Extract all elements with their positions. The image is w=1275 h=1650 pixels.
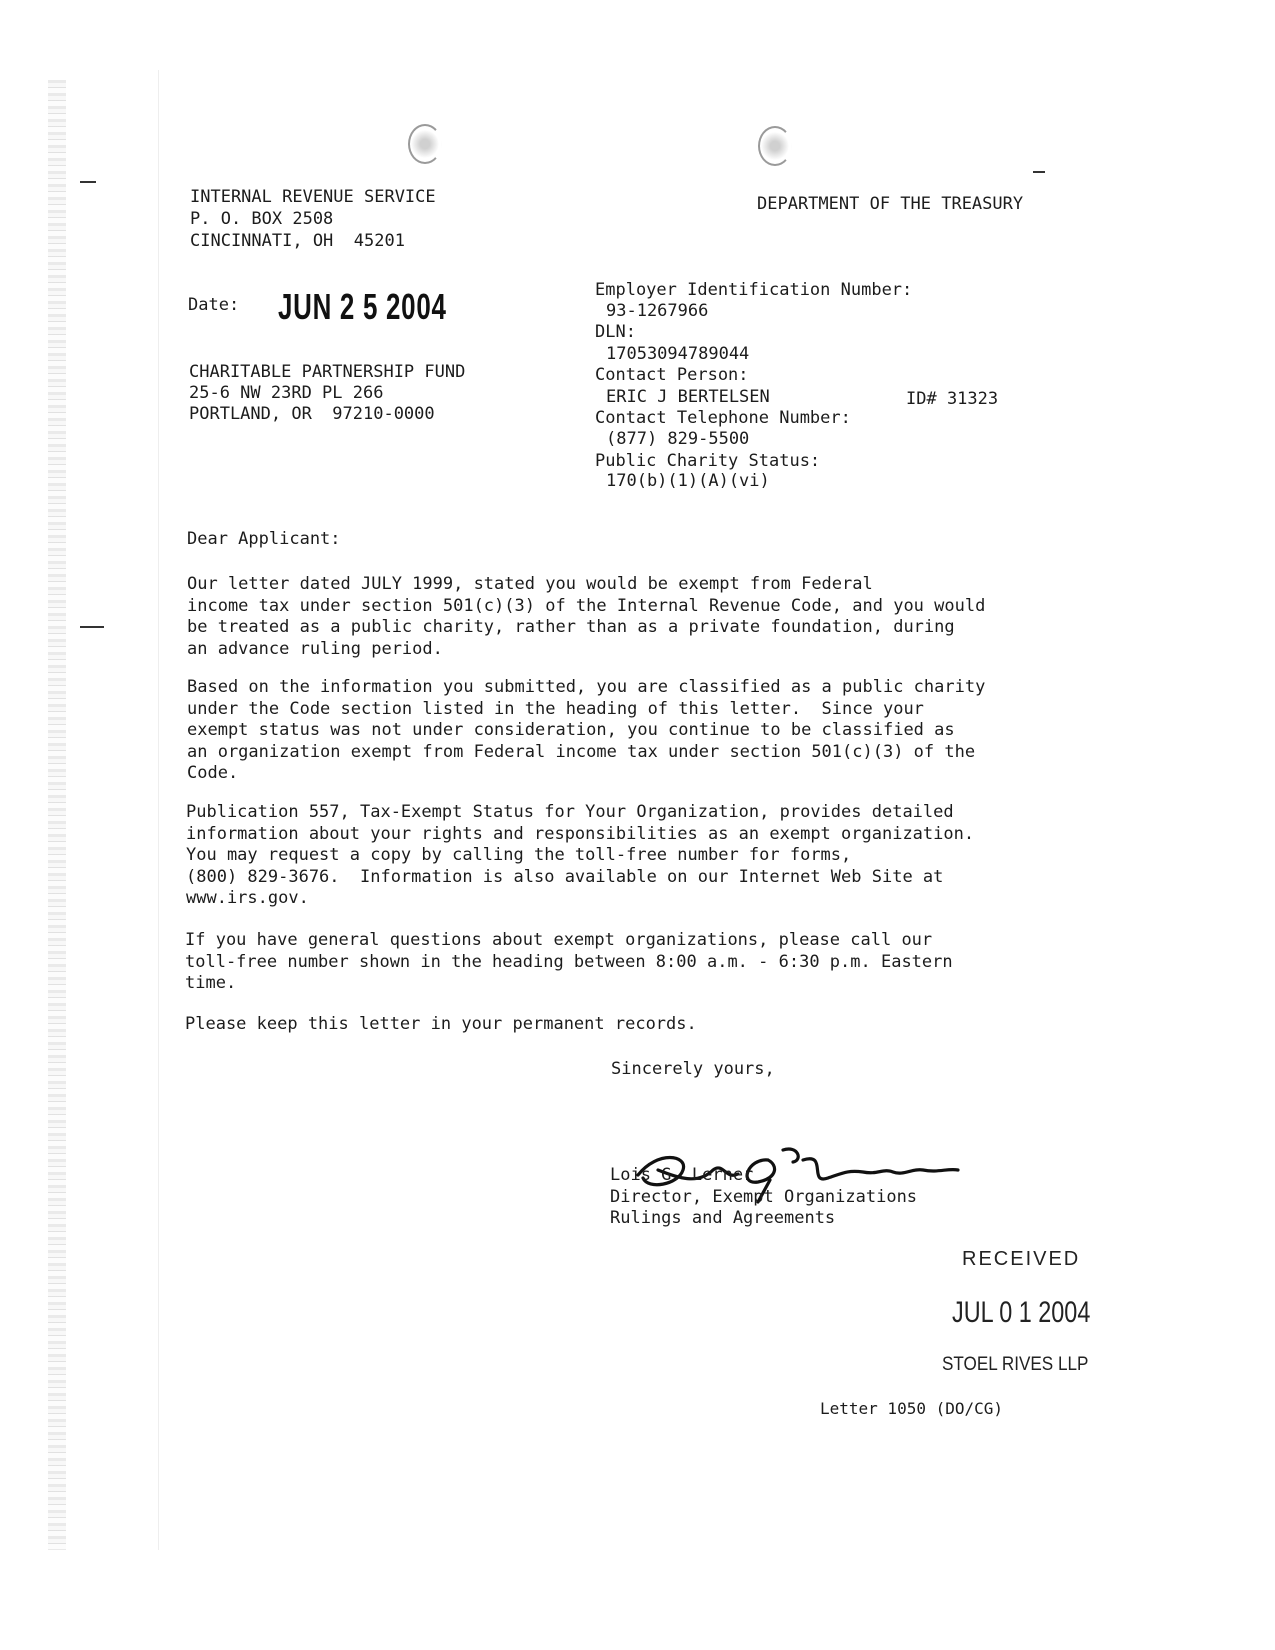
treasury-seal-icon (758, 126, 792, 166)
paragraph-3: Publication 557, Tax-Exempt Status for Your Organization, provides detailed information about your rights and responsibilities as an exempt organization. You may request a copy by calling the toll-free number for forms, (800) 829-3676. Information is also available on our Internet Web Site at www.irs.gov. (186, 802, 975, 908)
paragraph-4: If you have general questions about exempt organizations, please call our toll-free number shown in the heading between 8:00 a.m. - 6:30 p.m. Eastern time. (185, 930, 953, 993)
dln-label: DLN: (595, 322, 636, 342)
signer-name: Lois G. Lerner (610, 1165, 754, 1185)
irs-address: P. O. BOX 2508 (190, 209, 334, 229)
received-stamp-date: JUL 0 1 2004 (952, 1296, 1091, 1329)
signer-title-1: Director, Exempt Organizations (610, 1187, 918, 1207)
signer-title-2: Rulings and Agreements (610, 1208, 836, 1228)
recipient-street: 25-6 NW 23RD PL 266 (189, 383, 384, 403)
paragraph-5: Please keep this letter in your permanent records. (185, 1014, 697, 1034)
recipient-name: CHARITABLE PARTNERSHIP FUND (189, 362, 466, 382)
contact-id: ID# 31323 (906, 389, 999, 409)
received-stamp-label: RECEIVED (962, 1248, 1081, 1270)
date-label: Date: (188, 295, 240, 315)
recipient-city: PORTLAND, OR 97210-0000 (189, 404, 435, 424)
status-value: 170(b)(1)(A)(vi) (606, 471, 770, 491)
contact-label: Contact Person: (595, 365, 749, 385)
paragraph-1: Our letter dated JULY 1999, stated you would be exempt from Federal income tax under section 501(c)(3) of the Internal Revenue Code, and you would be treated as a public charity, rather than as a private foundation, during an advance ruling period. (187, 574, 986, 659)
scan-edge-artifact (48, 80, 66, 1550)
ein-label: Employer Identification Number: (595, 280, 913, 300)
status-label: Public Charity Status: (595, 451, 821, 471)
irs-name: INTERNAL REVENUE SERVICE (190, 187, 436, 207)
received-stamp-firm: STOEL RIVES LLP (942, 1354, 1089, 1375)
dln-value: 17053094789044 (606, 344, 750, 364)
letter-id: Letter 1050 (DO/CG) (820, 1399, 1004, 1418)
irs-city: CINCINNATI, OH 45201 (190, 231, 405, 251)
paragraph-2: Based on the information you submitted, you are classified as a public charity under the Code section listed in the heading of this letter. Since your exempt status was not under consideration, you continue to be classified as an organization exempt from Federal income tax under section 501(c)(3) of the Code. (187, 677, 986, 783)
salutation: Sincerely yours, (611, 1059, 775, 1079)
greeting: Dear Applicant: (187, 529, 341, 549)
scan-line-artifact (158, 70, 159, 1550)
department-name: DEPARTMENT OF THE TREASURY (757, 194, 1024, 214)
contact-value: ERIC J BERTELSEN (606, 387, 770, 407)
phone-label: Contact Telephone Number: (595, 408, 851, 428)
irs-seal-icon (408, 124, 442, 164)
margin-mark (1033, 171, 1045, 173)
margin-mark (80, 626, 104, 628)
margin-mark (80, 181, 96, 183)
phone-value: (877) 829-5500 (606, 429, 750, 449)
ein-value: 93-1267966 (606, 301, 709, 321)
date-stamp: JUN 2 5 2004 (278, 286, 447, 327)
